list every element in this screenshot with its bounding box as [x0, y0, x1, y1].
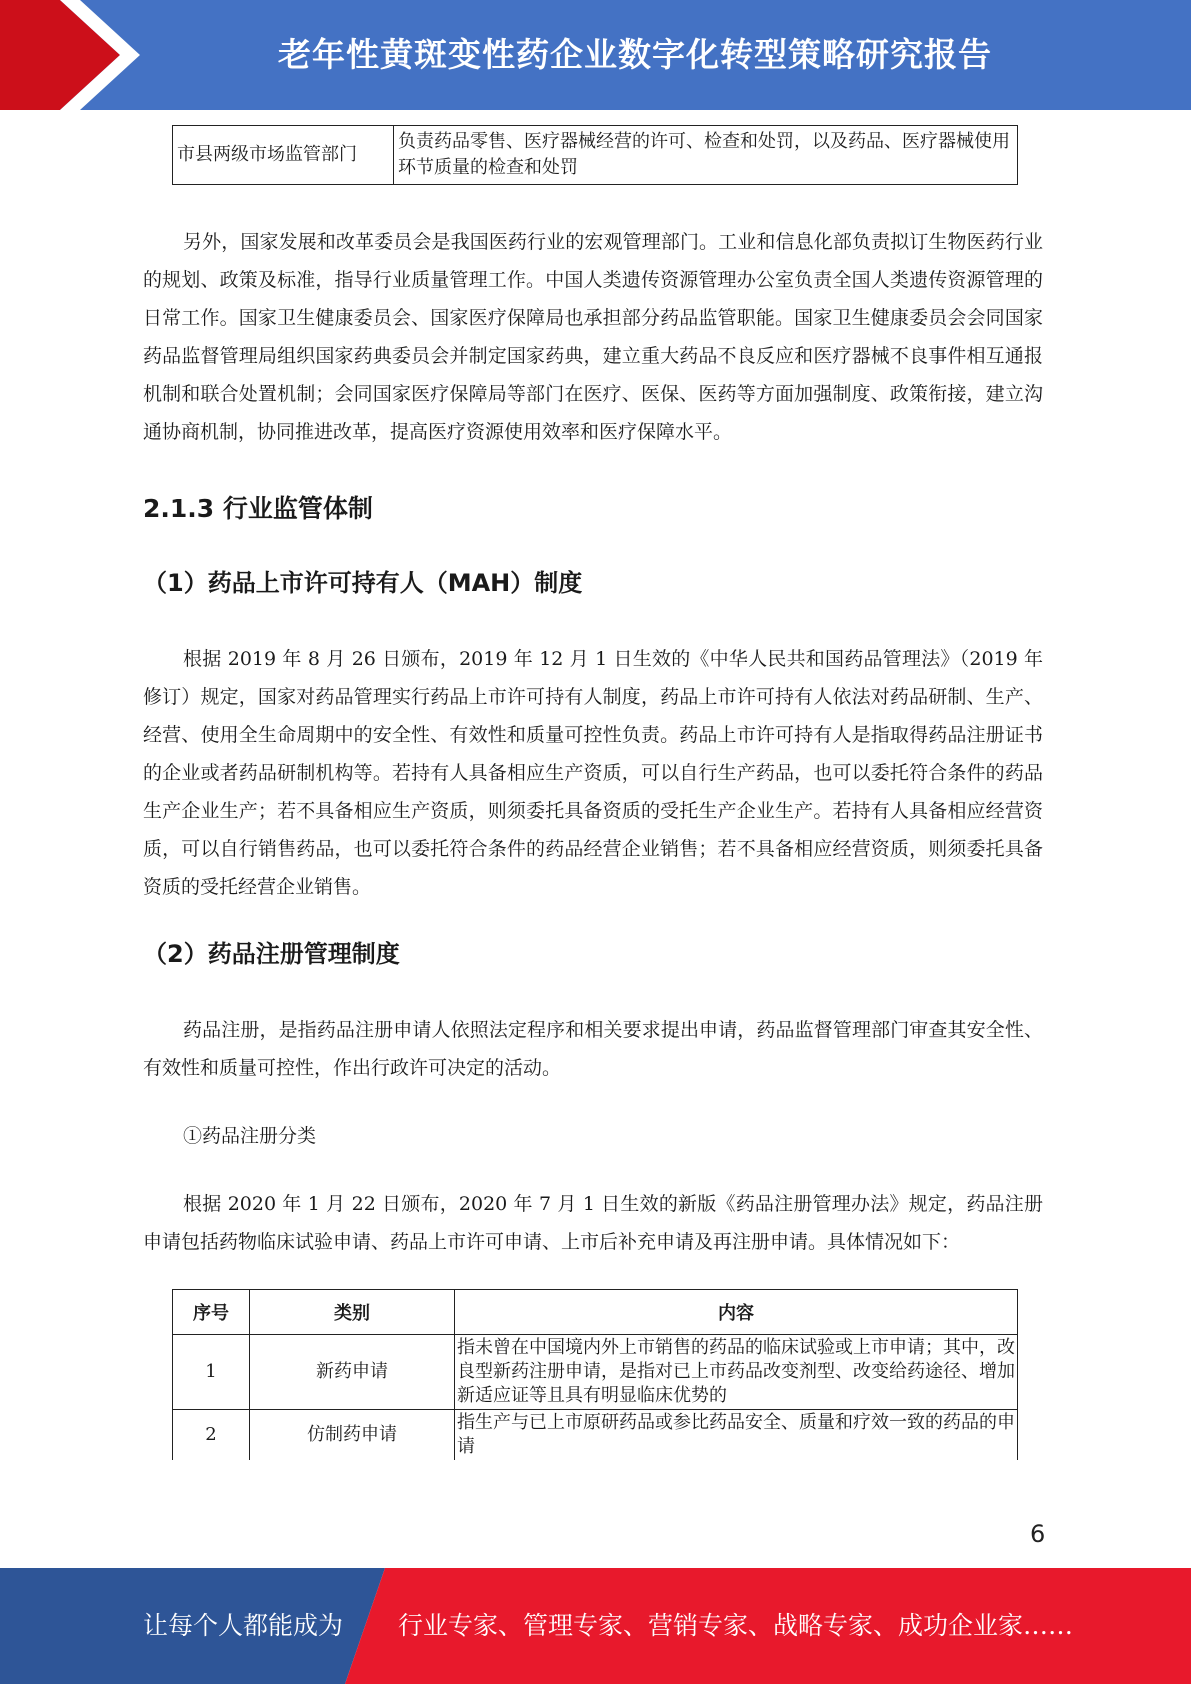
table-header-row: [173, 1290, 1018, 1335]
regulator-table: [172, 125, 1018, 185]
col-header-type: 类别: [250, 1290, 455, 1335]
table-row: [173, 1410, 1018, 1461]
report-title: 老年性黄斑变性药企业数字化转型策略研究报告: [278, 35, 992, 74]
dept-cell: 市县两级市场监管部门: [173, 126, 394, 185]
footer-slogan-right: 行业专家、管理专家、营销专家、战略专家、成功企业家……: [398, 1611, 1074, 1640]
row-type: 仿制药申请: [250, 1410, 455, 1461]
col-header-content: 内容: [455, 1290, 1018, 1335]
paragraph-mah: 根据 2019 年 8 月 26 日颁布，2019 年 12 月 1 日生效的《中华人民共和国药品管理法》（2019 年修订）规定，国家对药品管理实行药品上市许可持有人制度，药品上市许可持有人依法对药品研制、生产、经营、使用全生命周期中的安全性、有效性和质量可控性负责。药品上市许可持有人是指取得药品注册证书的企业或者药品研制机构等。若持有人具备相应生产资质，可以自行生产药品，也可以委托符合条件的药品生产企业生产；若不具备相应生产资质，则须委托具备资质的受托生产企业生产。若持有人具备相应经营资质，可以自行销售药品，也可以委托符合条件的药品经营企业销售；若不具备相应经营资质，则须委托具备资质的受托经营企业销售。: [143, 648, 1043, 898]
paragraph-registration-rules: 根据 2020 年 1 月 22 日颁布，2020 年 7 月 1 日生效的新版《药品注册管理办法》规定，药品注册申请包括药物临床试验申请、药品上市许可申请、上市后补充申请及再注册申请。具体情况如下：: [143, 1193, 1043, 1253]
row-content: 指生产与已上市原研药品或参比药品安全、质量和疗效一致的药品的申请: [455, 1410, 1018, 1461]
page-number: 6: [1030, 1520, 1046, 1548]
subheading-registration: （2）药品注册管理制度: [143, 940, 400, 968]
footer-slogan-left: 让每个人都能成为: [143, 1611, 344, 1640]
section-heading-213: 2.1.3 行业监管体制: [143, 494, 373, 523]
row-no: 1: [173, 1335, 250, 1410]
paragraph-registration-definition: 药品注册，是指药品注册申请人依照法定程序和相关要求提出申请，药品监督管理部门审查其安全性、有效性和质量可控性，作出行政许可决定的活动。: [143, 1019, 1043, 1079]
row-content: 指未曾在中国境内外上市销售的药品的临床试验或上市申请；其中，改良型新药注册申请，是指对已上市药品改变剂型、改变给药途径、增加新适应证等且具有明显临床优势的: [455, 1335, 1018, 1410]
row-no: 2: [173, 1410, 250, 1461]
row-type: 新药申请: [250, 1335, 455, 1410]
page-footer: [0, 1568, 1191, 1684]
table-row: [173, 126, 1018, 185]
registration-table: [172, 1289, 1018, 1460]
paragraph-regulators: 另外，国家发展和改革委员会是我国医药行业的宏观管理部门。工业和信息化部负责拟订生物医药行业的规划、政策及标准，指导行业质量管理工作。中国人类遗传资源管理办公室负责全国人类遗传资源管理的日常工作。国家卫生健康委员会、国家医疗保障局也承担部分药品监管职能。国家卫生健康委员会会同国家药品监督管理局组织国家药典委员会并制定国家药典，建立重大药品不良反应和医疗器械不良事件相互通报机制和联合处置机制；会同国家医疗保障局等部门在医疗、医保、医药等方面加强制度、政策衔接，建立沟通协商机制，协同推进改革，提高医疗资源使用效率和医疗保障水平。: [143, 231, 1043, 443]
paragraph-registration-category: ①药品注册分类: [183, 1125, 317, 1147]
page-content: [143, 125, 1043, 1460]
page-header: [0, 0, 1191, 110]
subheading-mah: （1）药品上市许可持有人（MAH）制度: [143, 569, 583, 597]
duty-cell: 负责药品零售、医疗器械经营的许可、检查和处罚，以及药品、医疗器械使用环节质量的检查和处罚: [394, 126, 1018, 185]
table-row: [173, 1335, 1018, 1410]
col-header-no: 序号: [173, 1290, 250, 1335]
header-arrow-decoration: [0, 0, 210, 110]
